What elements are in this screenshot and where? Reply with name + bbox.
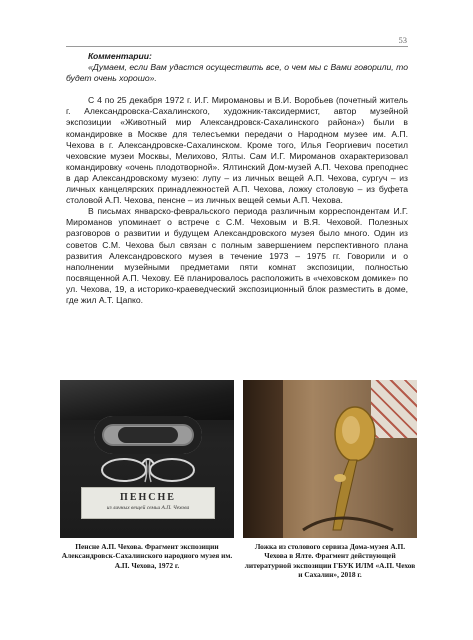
glasses-case (94, 416, 202, 454)
caption-right: Ложка из столового сервиза Дома-музея А.П. Чехова в Ялте. Фрагмент действующей литературной экспозиции ГБУК ИЛМ «А.П. Чехов и Сахалин», 2018 г. (244, 542, 416, 580)
header-rule (66, 46, 408, 47)
body-paragraph-2: В письмах январско-февральского периода различным корреспондентам И.Г. Мироманов упоминает о встрече с С.М. Чеховым и В.Я. Чеховой. Полезных разговоров о развитии и будущем Александровского музея было много. Один из советов С.М. Чехова был связан с полным завершением перспективного плана развития Александровского музея в течение 1973 – 1975 гг. Говорили и о наполнении музейными предметами пяти комнат экспозиции, полностью посвященной А.П. Чехову. Её планировалось расположить в «чеховском домике» по ул. Чехова, 19, а историко-краеведческий экспозиционный блок разместить в доме, где жил А.Т. Цапко. (66, 206, 408, 305)
spoon-photo (243, 380, 417, 538)
paragraph-spacer (66, 84, 408, 95)
museum-label-card (82, 488, 214, 518)
label-title: ПЕНСНЕ (120, 492, 176, 503)
pince-nez-icon (96, 452, 200, 486)
pince-nez-photo (60, 380, 234, 538)
label-subtitle: из личных вещей семьи А.П. Чехова (106, 505, 190, 511)
cloth-fold (60, 380, 234, 420)
text-column (66, 51, 408, 306)
figure-spoon (243, 380, 417, 580)
figure-pince-nez (60, 380, 234, 570)
body-paragraph-1: С 4 по 25 декабря 1972 г. И.Г. Миромановы и В.И. Воробьев (почетный житель г. Александровска-Сахалинского, художник-таксидермист, автор музейной экспозиции «Животный мир Александровск-Сахалинского района») были в командировке в Москве для телесъемки передачи о Народном музее им. А.П. Чехова в г. Александровске-Сахалинском. Кроме того, Илья Георгиевич посетил чеховские музеи Москвы, Мелихово, Ялты. Сам И.Г. Мироманов охарактеризовал командировку «очень плодотворной». Ялтинский Дом-музей А.П. Чехова преподнес в дар Александровскому музею: лупу – из личных вещей А.П. Чехова, сургуч – из личных канцелярских принадлежностей А.П. Чехова, ложку столовую – из буфета столовой А.П. Чехова, пенсне – из личных вещей семьи А.П. Чехова. (66, 95, 408, 206)
caption-left: Пенсне А.П. Чехова. Фрагмент экспозиции Александровск-Сахалинского народного музея им. А.П. Чехова, 1972 г. (61, 542, 233, 570)
page-number: 53 (398, 35, 407, 45)
comment-quote: «Думаем, если Вам удастся осуществить все, о чем мы с Вами говорили, то будет очень хорошо». (66, 62, 408, 84)
spoon-icon (243, 380, 417, 538)
comment-heading: Комментарии: (88, 51, 152, 61)
